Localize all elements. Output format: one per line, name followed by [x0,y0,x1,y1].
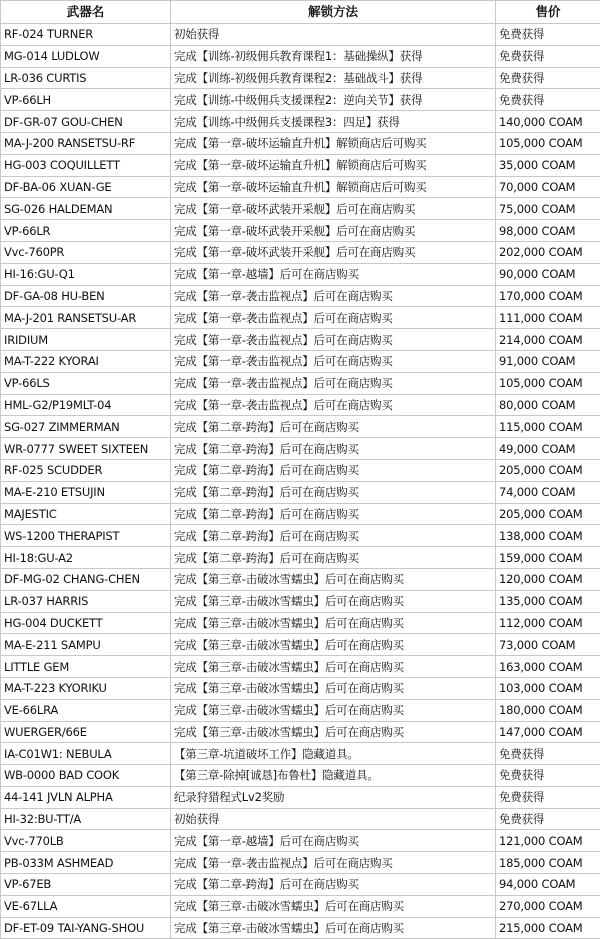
table-row [1,721,600,743]
table-row [1,24,600,46]
weapon-name-cell: WUERGER/66E [1,721,171,743]
unlock-method-cell: 完成【第一章-破坏运输直升机】解锁商店后可购买 [171,132,496,154]
table-row [1,786,600,808]
weapon-name-cell: MA-E-210 ETSUJIN [1,481,171,503]
price-cell: 免费获得 [496,89,600,111]
price-cell: 180,000 COAM [496,699,600,721]
table-row [1,132,600,154]
weapon-name-cell: DF-MG-02 CHANG-CHEN [1,568,171,590]
unlock-method-cell: 完成【第二章-跨海】后可在商店购买 [171,547,496,569]
weapon-name-cell: LITTLE GEM [1,656,171,678]
unlock-method-cell: 完成【第二章-跨海】后可在商店购买 [171,503,496,525]
unlock-method-cell: 完成【第一章-袭击监视点】后可在商店购买 [171,307,496,329]
price-cell: 159,000 COAM [496,547,600,569]
price-cell: 215,000 COAM [496,917,600,939]
price-cell: 120,000 COAM [496,568,600,590]
weapon-name-cell: IA-C01W1: NEBULA [1,743,171,765]
table-row [1,438,600,460]
unlock-method-cell: 完成【第二章-跨海】后可在商店购买 [171,416,496,438]
table-row [1,394,600,416]
price-cell: 205,000 COAM [496,459,600,481]
weapon-name-cell: VP-66LS [1,372,171,394]
table-row [1,307,600,329]
weapon-name-cell: DF-GA-08 HU-BEN [1,285,171,307]
unlock-method-cell: 完成【第二章-跨海】后可在商店购买 [171,481,496,503]
table-row [1,612,600,634]
unlock-method-cell: 完成【第二章-跨海】后可在商店购买 [171,525,496,547]
price-cell: 免费获得 [496,67,600,89]
table-row [1,285,600,307]
unlock-method-cell: 完成【第一章-破坏武装开采舰】后可在商店购买 [171,198,496,220]
price-cell: 147,000 COAM [496,721,600,743]
table-row [1,634,600,656]
header-price: 售价 [496,1,600,24]
unlock-method-cell: 初始获得 [171,24,496,46]
table-row [1,459,600,481]
price-cell: 105,000 COAM [496,372,600,394]
unlock-method-cell: 完成【第三章-击破冰雪蠕虫】后可在商店购买 [171,568,496,590]
table-row [1,656,600,678]
unlock-method-cell: 完成【训练-中级佣兵支援课程3：四足】获得 [171,111,496,133]
table-row [1,547,600,569]
price-cell: 免费获得 [496,743,600,765]
table-row [1,917,600,939]
price-cell: 170,000 COAM [496,285,600,307]
weapon-name-cell: Vvc-760PR [1,241,171,263]
weapon-name-cell: RF-024 TURNER [1,24,171,46]
weapon-name-cell: MA-E-211 SAMPU [1,634,171,656]
unlock-method-cell: 【第三章-除掉[诚恳]布鲁杜】隐藏道具。 [171,765,496,787]
price-cell: 202,000 COAM [496,241,600,263]
weapon-name-cell: VP-67EB [1,874,171,896]
weapon-name-cell: VE-67LLA [1,895,171,917]
price-cell: 138,000 COAM [496,525,600,547]
unlock-method-cell: 完成【第三章-击破冰雪蠕虫】后可在商店购买 [171,917,496,939]
weapon-name-cell: VE-66LRA [1,699,171,721]
price-cell: 免费获得 [496,786,600,808]
weapon-name-cell: DF-BA-06 XUAN-GE [1,176,171,198]
table-row [1,263,600,285]
unlock-method-cell: 完成【第一章-袭击监视点】后可在商店购买 [171,329,496,351]
unlock-method-cell: 完成【第三章-击破冰雪蠕虫】后可在商店购买 [171,612,496,634]
table-row [1,89,600,111]
price-cell: 140,000 COAM [496,111,600,133]
weapon-name-cell: PB-033M ASHMEAD [1,852,171,874]
unlock-method-cell: 完成【第一章-越墙】后可在商店购买 [171,830,496,852]
unlock-method-cell: 完成【第一章-袭击监视点】后可在商店购买 [171,285,496,307]
table-row [1,874,600,896]
price-cell: 73,000 COAM [496,634,600,656]
price-cell: 111,000 COAM [496,307,600,329]
table-row [1,699,600,721]
unlock-method-cell: 完成【第三章-击破冰雪蠕虫】后可在商店购买 [171,721,496,743]
price-cell: 免费获得 [496,45,600,67]
table-row [1,329,600,351]
weapon-name-cell: IRIDIUM [1,329,171,351]
unlock-method-cell: 完成【第一章-袭击监视点】后可在商店购买 [171,394,496,416]
unlock-method-cell: 完成【第一章-破坏武装开采舰】后可在商店购买 [171,220,496,242]
header-row [1,1,600,24]
weapon-name-cell: WR-0777 SWEET SIXTEEN [1,438,171,460]
price-cell: 185,000 COAM [496,852,600,874]
weapon-name-cell: HI-16:GU-Q1 [1,263,171,285]
header-weapon-name: 武器名 [1,1,171,24]
table-body [1,24,600,939]
weapon-name-cell: WS-1200 THERAPIST [1,525,171,547]
price-cell: 35,000 COAM [496,154,600,176]
unlock-method-cell: 完成【第一章-袭击监视点】后可在商店购买 [171,350,496,372]
price-cell: 103,000 COAM [496,677,600,699]
weapon-name-cell: Vvc-770LB [1,830,171,852]
unlock-method-cell: 完成【第二章-跨海】后可在商店购买 [171,459,496,481]
weapon-name-cell: LR-037 HARRIS [1,590,171,612]
table-header [1,1,600,24]
weapon-name-cell: 44-141 JVLN ALPHA [1,786,171,808]
weapon-name-cell: MAJESTIC [1,503,171,525]
price-cell: 94,000 COAM [496,874,600,896]
unlock-method-cell: 【第三章-坑道破坏工作】隐藏道具。 [171,743,496,765]
unlock-method-cell: 完成【第一章-袭击监视点】后可在商店购买 [171,852,496,874]
table-row [1,198,600,220]
table-row [1,372,600,394]
weapon-name-cell: SG-026 HALDEMAN [1,198,171,220]
unlock-method-cell: 完成【第一章-破坏运输直升机】解锁商店后可购买 [171,176,496,198]
weapon-name-cell: HG-003 COQUILLETT [1,154,171,176]
unlock-method-cell: 完成【训练-初级佣兵教育课程1：基础操纵】获得 [171,45,496,67]
unlock-method-cell: 完成【第一章-破坏武装开采舰】后可在商店购买 [171,241,496,263]
unlock-method-cell: 完成【训练-初级佣兵教育课程2：基础战斗】获得 [171,67,496,89]
table-row [1,481,600,503]
unlock-method-cell: 完成【第三章-击破冰雪蠕虫】后可在商店购买 [171,677,496,699]
weapon-name-cell: VP-66LH [1,89,171,111]
price-cell: 75,000 COAM [496,198,600,220]
table-row [1,67,600,89]
price-cell: 112,000 COAM [496,612,600,634]
table-row [1,852,600,874]
price-cell: 163,000 COAM [496,656,600,678]
table-row [1,765,600,787]
table-row [1,503,600,525]
price-cell: 74,000 COAM [496,481,600,503]
price-cell: 70,000 COAM [496,176,600,198]
table-row [1,568,600,590]
weapon-name-cell: DF-ET-09 TAI-YANG-SHOU [1,917,171,939]
unlock-method-cell: 完成【第一章-破坏运输直升机】解锁商店后可购买 [171,154,496,176]
weapon-name-cell: SG-027 ZIMMERMAN [1,416,171,438]
unlock-method-cell: 完成【第二章-跨海】后可在商店购买 [171,438,496,460]
price-cell: 90,000 COAM [496,263,600,285]
unlock-method-cell: 纪录狩猎程式Lv2奖励 [171,786,496,808]
table-row [1,525,600,547]
table-row [1,416,600,438]
table-row [1,45,600,67]
weapon-name-cell: MA-T-222 KYORAI [1,350,171,372]
unlock-method-cell: 完成【第三章-击破冰雪蠕虫】后可在商店购买 [171,699,496,721]
table-row [1,895,600,917]
table-row [1,154,600,176]
unlock-method-cell: 完成【训练-中级佣兵支援课程2：逆向关节】获得 [171,89,496,111]
weapon-name-cell: VP-66LR [1,220,171,242]
table-row [1,808,600,830]
weapon-name-cell: MA-T-223 KYORIKU [1,677,171,699]
table-row [1,111,600,133]
table-row [1,350,600,372]
price-cell: 98,000 COAM [496,220,600,242]
header-unlock-method: 解锁方法 [171,1,496,24]
weapon-name-cell: MG-014 LUDLOW [1,45,171,67]
unlock-method-cell: 完成【第三章-击破冰雪蠕虫】后可在商店购买 [171,895,496,917]
price-cell: 80,000 COAM [496,394,600,416]
price-cell: 214,000 COAM [496,329,600,351]
unlock-method-cell: 完成【第一章-袭击监视点】后可在商店购买 [171,372,496,394]
price-cell: 91,000 COAM [496,350,600,372]
price-cell: 免费获得 [496,765,600,787]
price-cell: 105,000 COAM [496,132,600,154]
unlock-method-cell: 完成【第一章-越墙】后可在商店购买 [171,263,496,285]
unlock-method-cell: 初始获得 [171,808,496,830]
table-row [1,830,600,852]
price-cell: 115,000 COAM [496,416,600,438]
table-row [1,590,600,612]
weapon-name-cell: MA-J-200 RANSETSU-RF [1,132,171,154]
weapon-name-cell: RF-025 SCUDDER [1,459,171,481]
table-row [1,677,600,699]
table-row [1,220,600,242]
unlock-method-cell: 完成【第三章-击破冰雪蠕虫】后可在商店购买 [171,590,496,612]
weapon-name-cell: HML-G2/P19MLT-04 [1,394,171,416]
weapon-name-cell: HI-32:BU-TT/A [1,808,171,830]
weapon-name-cell: MA-J-201 RANSETSU-AR [1,307,171,329]
price-cell: 121,000 COAM [496,830,600,852]
weapon-name-cell: DF-GR-07 GOU-CHEN [1,111,171,133]
price-cell: 免费获得 [496,808,600,830]
price-cell: 免费获得 [496,24,600,46]
unlock-method-cell: 完成【第三章-击破冰雪蠕虫】后可在商店购买 [171,634,496,656]
table-row [1,743,600,765]
unlock-method-cell: 完成【第三章-击破冰雪蠕虫】后可在商店购买 [171,656,496,678]
price-cell: 49,000 COAM [496,438,600,460]
weapon-name-cell: LR-036 CURTIS [1,67,171,89]
price-cell: 205,000 COAM [496,503,600,525]
table-row [1,176,600,198]
price-cell: 135,000 COAM [496,590,600,612]
weapon-name-cell: HI-18:GU-A2 [1,547,171,569]
weapon-name-cell: WB-0000 BAD COOK [1,765,171,787]
unlock-method-cell: 完成【第二章-跨海】后可在商店购买 [171,874,496,896]
weapon-name-cell: HG-004 DUCKETT [1,612,171,634]
price-cell: 270,000 COAM [496,895,600,917]
table-row [1,241,600,263]
